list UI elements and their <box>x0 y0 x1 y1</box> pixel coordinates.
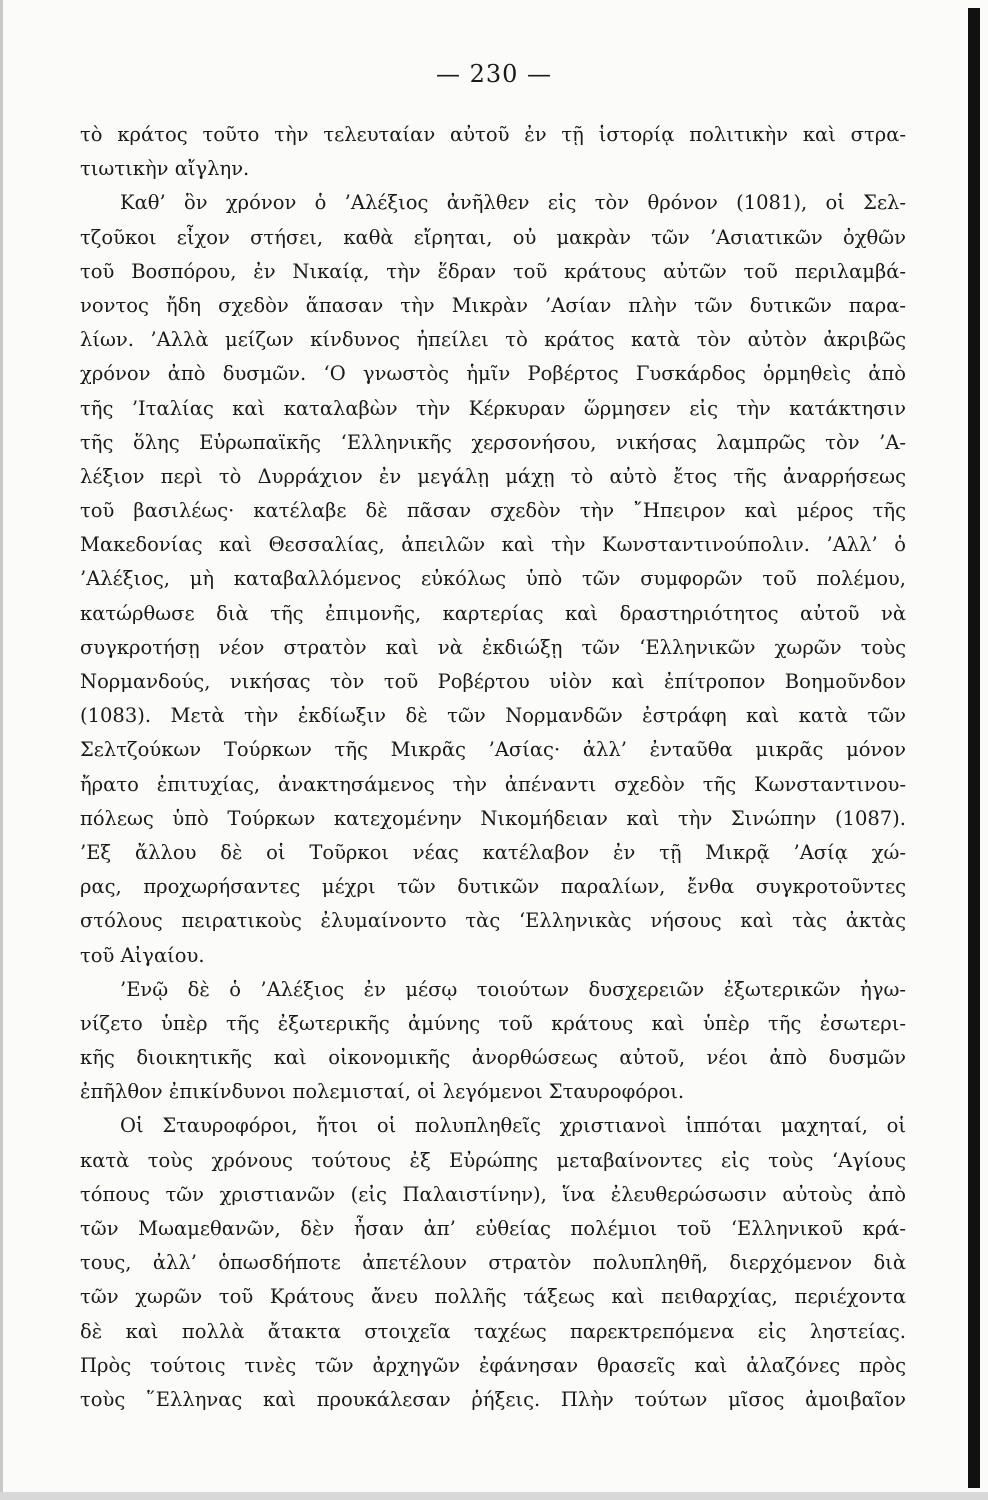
text-line: τῶν χωρῶν τοῦ Κράτους ἄνευ πολλῆς τάξεως καὶ πειθαρχίας, περιέχοντα <box>80 1285 906 1309</box>
text-line: Καθ’ ὃν χρόνον ὁ ’Αλέξιος ἀνῆλθεν εἰς τὸν θρόνον (1081), οἱ Σελ- <box>120 191 906 215</box>
text-line: Οἱ Σταυροφόροι, ἤτοι οἱ πολυπληθεῖς χριστιανοὶ ἱππόται μαχηταί, οἱ <box>120 1114 906 1138</box>
text-line: πόλεως ὑπὸ Τούρκων κατεχομένην Νικομήδειαν καὶ τὴν Σινώπην (1087). <box>80 806 906 830</box>
body-text <box>80 118 906 1417</box>
text-line: στόλους πειρατικοὺς ἐλυμαίνοντο τὰς ‘Ελληνικὰς νήσους καὶ τὰς ἀκτὰς <box>80 909 906 933</box>
text-line: λέξιον περὶ τὸ Δυρράχιον ἐν μεγάλῃ μάχῃ τὸ αὐτὸ ἔτος τῆς ἀναρρήσεως <box>80 464 906 488</box>
text-line: νίζετο ὑπὲρ τῆς ἐξωτερικῆς ἀμύνης τοῦ κράτους καὶ ὑπὲρ τῆς ἐσωτερι- <box>80 1011 906 1035</box>
text-line: τους, ἀλλ’ ὁπωσδήποτε ἀπετέλουν στρατὸν πολυπληθῆ, διερχόμενον διὰ <box>80 1251 906 1275</box>
text-line: Σελτζούκων Τούρκων τῆς Μικρᾶς ’Ασίας· ἀλλ’ ἐνταῦθα μικρᾶς μόνον <box>80 738 906 762</box>
text-line: ’Ενῷ δὲ ὁ ’Αλέξιος ἐν μέσῳ τοιούτων δυσχερειῶν ἐξωτερικῶν ἠγω- <box>120 977 906 1001</box>
text-line: τόπους τῶν χριστιανῶν (εἰς Παλαιστίνην), ἵνα ἐλευθερώσωσιν αὐτοὺς ἀπὸ <box>80 1182 906 1206</box>
text-line: ’Εξ ἄλλου δὲ οἱ Τοῦρκοι νέας κατέλαβον ἐν τῇ Μικρᾷ ’Ασίᾳ χώ- <box>80 840 906 864</box>
text-line: τῆς ὅλης Εὐρωπαϊκῆς ‘Ελληνικῆς χερσονήσου, νικήσας λαμπρῶς τὸν ’Α- <box>80 430 906 454</box>
text-line: τῆς ’Ιταλίας καὶ καταλαβὼν τὴν Κέρκυραν ὥρμησεν εἰς τὴν κατάκτησιν <box>80 396 906 420</box>
text-line: Μακεδονίας καὶ Θεσσαλίας, ἀπειλῶν καὶ τὴν Κωνσταντινούπολιν. ’Αλλ’ ὁ <box>80 533 906 557</box>
text-line: ἐπῆλθον ἐπικίνδυνοι πολεμισταί, οἱ λεγόμενοι Σταυροφόροι. <box>80 1080 685 1104</box>
text-line: συγκροτήσῃ νέον στρατὸν καὶ νὰ ἐκδιώξῃ τῶν ‘Ελληνικῶν χωρῶν τοὺς <box>80 635 906 659</box>
text-line: τοῦ Αἰγαίου. <box>80 943 205 967</box>
text-line: ἤρατο ἐπιτυχίας, ἀνακτησάμενος τὴν ἀπέναντι σχεδὸν τῆς Κωνσταντινου- <box>80 772 906 796</box>
text-line: τῶν Μωαμεθανῶν, δὲν ἦσαν ἀπ’ εὐθείας πολέμιοι τοῦ ‘Ελληνικοῦ κρά- <box>80 1217 906 1240</box>
text-line: ρας, προχωρήσαντες μέχρι τῶν δυτικῶν παραλίων, ἔνθα συγκροτοῦντες <box>80 875 906 899</box>
text-line: (1083). Μετὰ τὴν ἐκδίωξιν δὲ τῶν Νορμανδῶν ἐστράφη καὶ κατὰ τῶν <box>80 704 906 728</box>
text-line: Πρὸς τούτοις τινὲς τῶν ἀρχηγῶν ἐφάνησαν θρασεῖς καὶ ἀλαζόνες πρὸς <box>80 1353 906 1377</box>
text-line: χρόνον ἀπὸ δυσμῶν. ‘Ο γνωστὸς ἡμῖν Ροβέρτος Γυσκάρδος ὁρμηθεὶς ἀπὸ <box>80 362 906 386</box>
scan-edge-bottom <box>0 1492 988 1500</box>
page-number: — 230 — <box>435 60 553 88</box>
scan-edge-right <box>968 8 980 1488</box>
scan-edge-left <box>0 0 3 1500</box>
text-line: τὸ κράτος τοῦτο τὴν τελευταίαν αὐτοῦ ἐν τῇ ἱστορίᾳ πολιτικὴν καὶ στρα- <box>80 123 906 146</box>
text-line: λίων. ’Αλλὰ μείζων κίνδυνος ἠπείλει τὸ κράτος κατὰ τὸν αὐτὸν ἀκριβῶς <box>80 328 906 352</box>
text-line: Νορμανδούς, νικήσας τὸν τοῦ Ροβέρτου υἱὸν καὶ ἐπίτροπον Βοημοῦνδον <box>80 670 906 693</box>
text-line: τιωτικὴν αἴγλην. <box>80 157 250 181</box>
text-line: τοῦ Βοσπόρου, ἐν Νικαίᾳ, τὴν ἕδραν τοῦ κράτους αὐτῶν τοῦ περιλαμβά- <box>80 259 906 283</box>
text-line: νοντος ἤδη σχεδὸν ἅπασαν τὴν Μικρὰν ’Ασίαν πλὴν τῶν δυτικῶν παρα- <box>80 293 906 317</box>
text-line: τζοῦκοι εἶχον στήσει, καθὰ εἴρηται, οὐ μακρὰν τῶν ’Ασιατικῶν ὀχθῶν <box>80 225 906 249</box>
text-line: κῆς διοικητικῆς καὶ οἰκονομικῆς ἀνορθώσεως αὐτοῦ, νέοι ἀπὸ δυσμῶν <box>80 1046 906 1070</box>
text-line: κατὰ τοὺς χρόνους τούτους ἐξ Εὐρώπης μεταβαίνοντες εἰς τοὺς ‘Αγίους <box>80 1148 906 1172</box>
text-line: κατώρθωσε διὰ τῆς ἐπιμονῆς, καρτερίας καὶ δραστηριότητος αὐτοῦ νὰ <box>80 601 906 625</box>
text-line: τοῦ βασιλέως· κατέλαβε δὲ πᾶσαν σχεδὸν τὴν ῎Ηπειρον καὶ μέρος τῆς <box>80 499 906 523</box>
text-line: ’Αλέξιος, μὴ καταβαλλόμενος εὐκόλως ὑπὸ τῶν συμφορῶν τοῦ πολέμου, <box>80 567 906 591</box>
text-line: τοὺς ῞Ελληνας καὶ προυκάλεσαν ῥήξεις. Πλὴν τούτων μῖσος ἀμοιβαῖον <box>80 1387 906 1411</box>
text-line: δὲ καὶ πολλὰ ἄτακτα στοιχεῖα ταχέως παρεκτρεπόμενα εἰς ληστείας. <box>80 1319 906 1343</box>
